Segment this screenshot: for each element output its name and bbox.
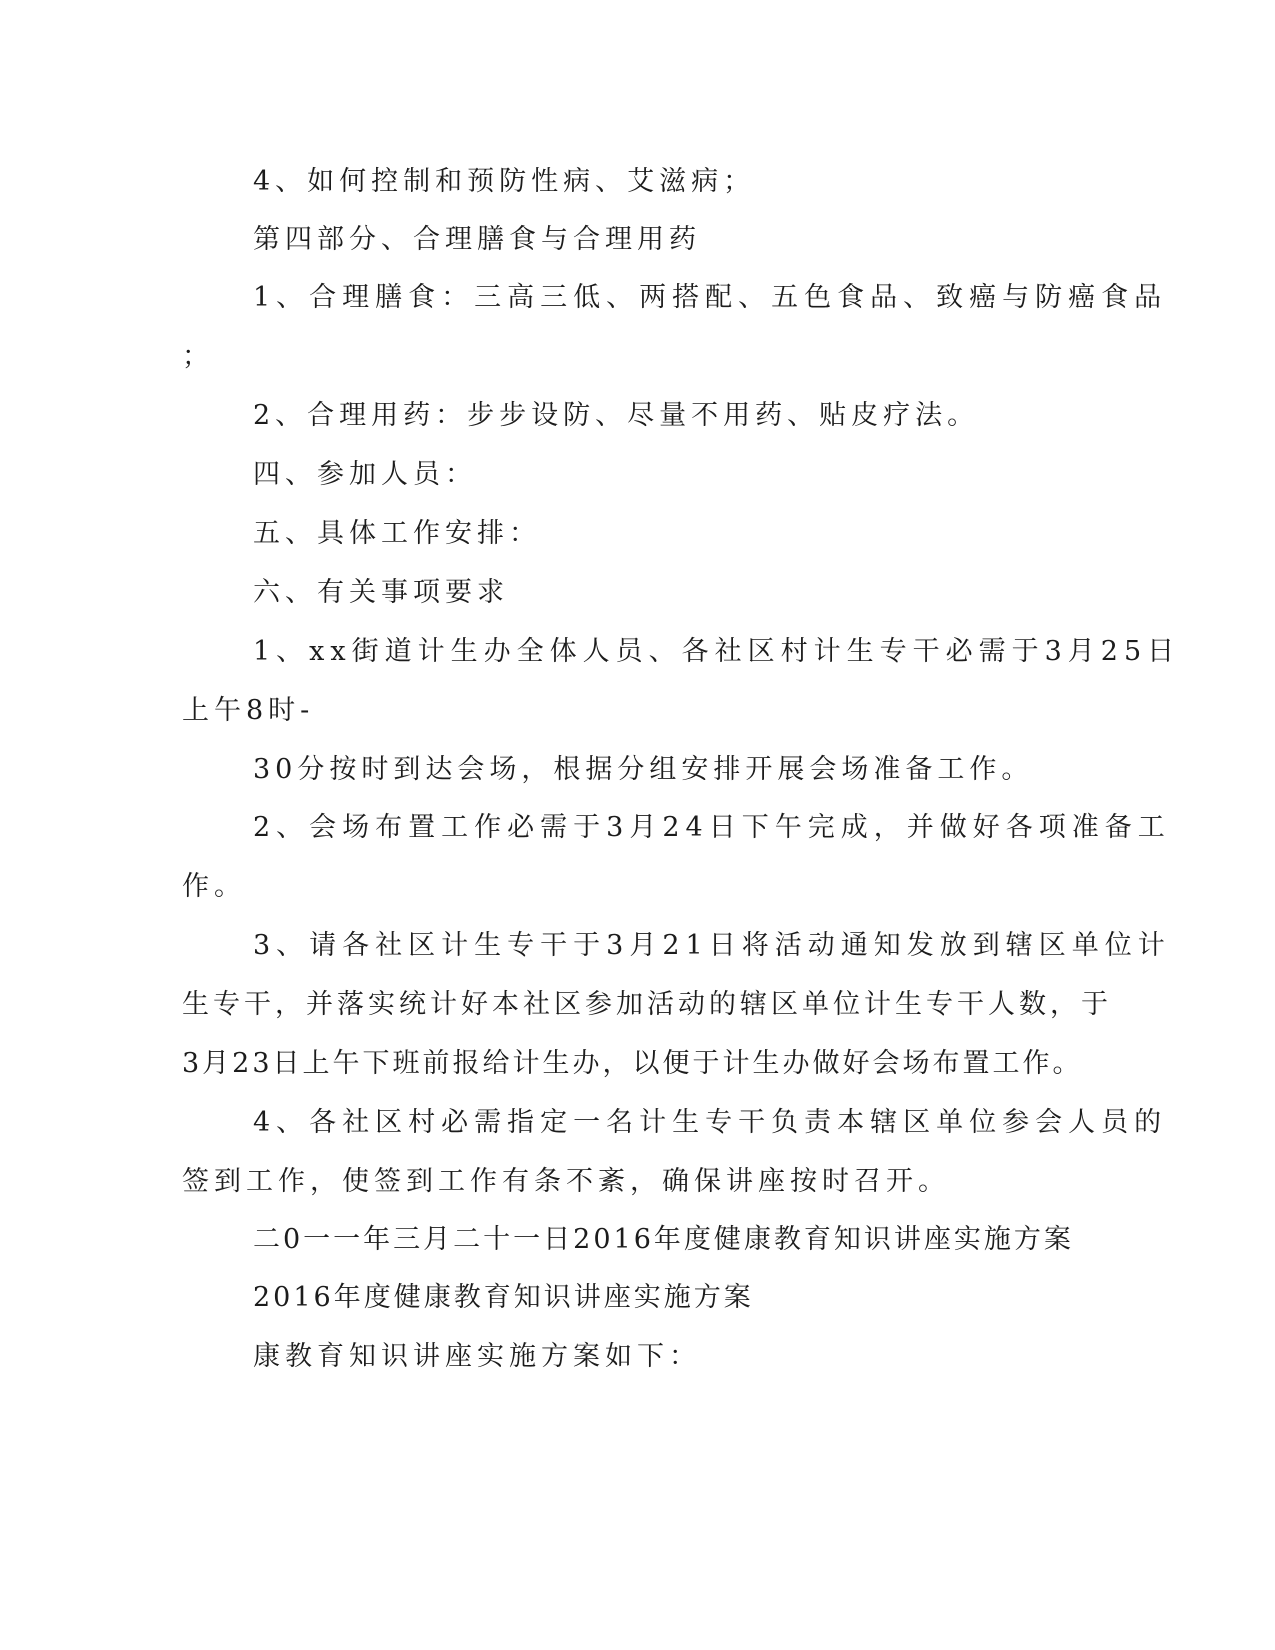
section-heading: 六、有关事项要求 <box>253 577 509 608</box>
date-and-title-line: 二0一一年三月二十一日2016年度健康教育知识讲座实施方案 <box>253 1224 1074 1255</box>
text-line: 2、会场布置工作必需于3月24日下午完成，并做好各项准备工 <box>253 812 1171 843</box>
text-line: 1、xx街道计生办全体人员、各社区村计生专干必需于3月25日 <box>253 636 1181 667</box>
text-line: 1、合理膳食：三高三低、两搭配、五色食品、致癌与防癌食品 <box>253 282 1168 313</box>
text-line: 上午8时- <box>182 695 315 726</box>
section-heading: 第四部分、合理膳食与合理用药 <box>253 224 701 255</box>
text-line: 签到工作，使签到工作有条不紊，确保讲座按时召开。 <box>182 1166 950 1197</box>
text-line: 3月23日上午下班前报给计生办，以便于计生办做好会场布置工作。 <box>182 1048 1083 1079</box>
text-line: 4、各社区村必需指定一名计生专干负责本辖区单位参会人员的 <box>253 1107 1168 1138</box>
document-title: 2016年度健康教育知识讲座实施方案 <box>253 1282 754 1313</box>
text-line: 2、合理用药：步步设防、尽量不用药、贴皮疗法。 <box>253 400 980 431</box>
text-line: 3、请各社区计生专干于3月21日将活动通知发放到辖区单位计 <box>253 930 1171 961</box>
text-line: 4、如何控制和预防性病、艾滋病； <box>253 166 756 197</box>
text-line: ； <box>182 341 214 372</box>
text-line: 30分按时到达会场，根据分组安排开展会场准备工作。 <box>253 754 1034 785</box>
text-line: 生专干，并落实统计好本社区参加活动的辖区单位计生专干人数，于 <box>182 989 1112 1020</box>
text-line: 康教育知识讲座实施方案如下： <box>253 1341 701 1372</box>
text-line: 作。 <box>182 871 246 902</box>
section-heading: 五、具体工作安排： <box>253 518 541 549</box>
section-heading: 四、参加人员： <box>253 459 477 490</box>
